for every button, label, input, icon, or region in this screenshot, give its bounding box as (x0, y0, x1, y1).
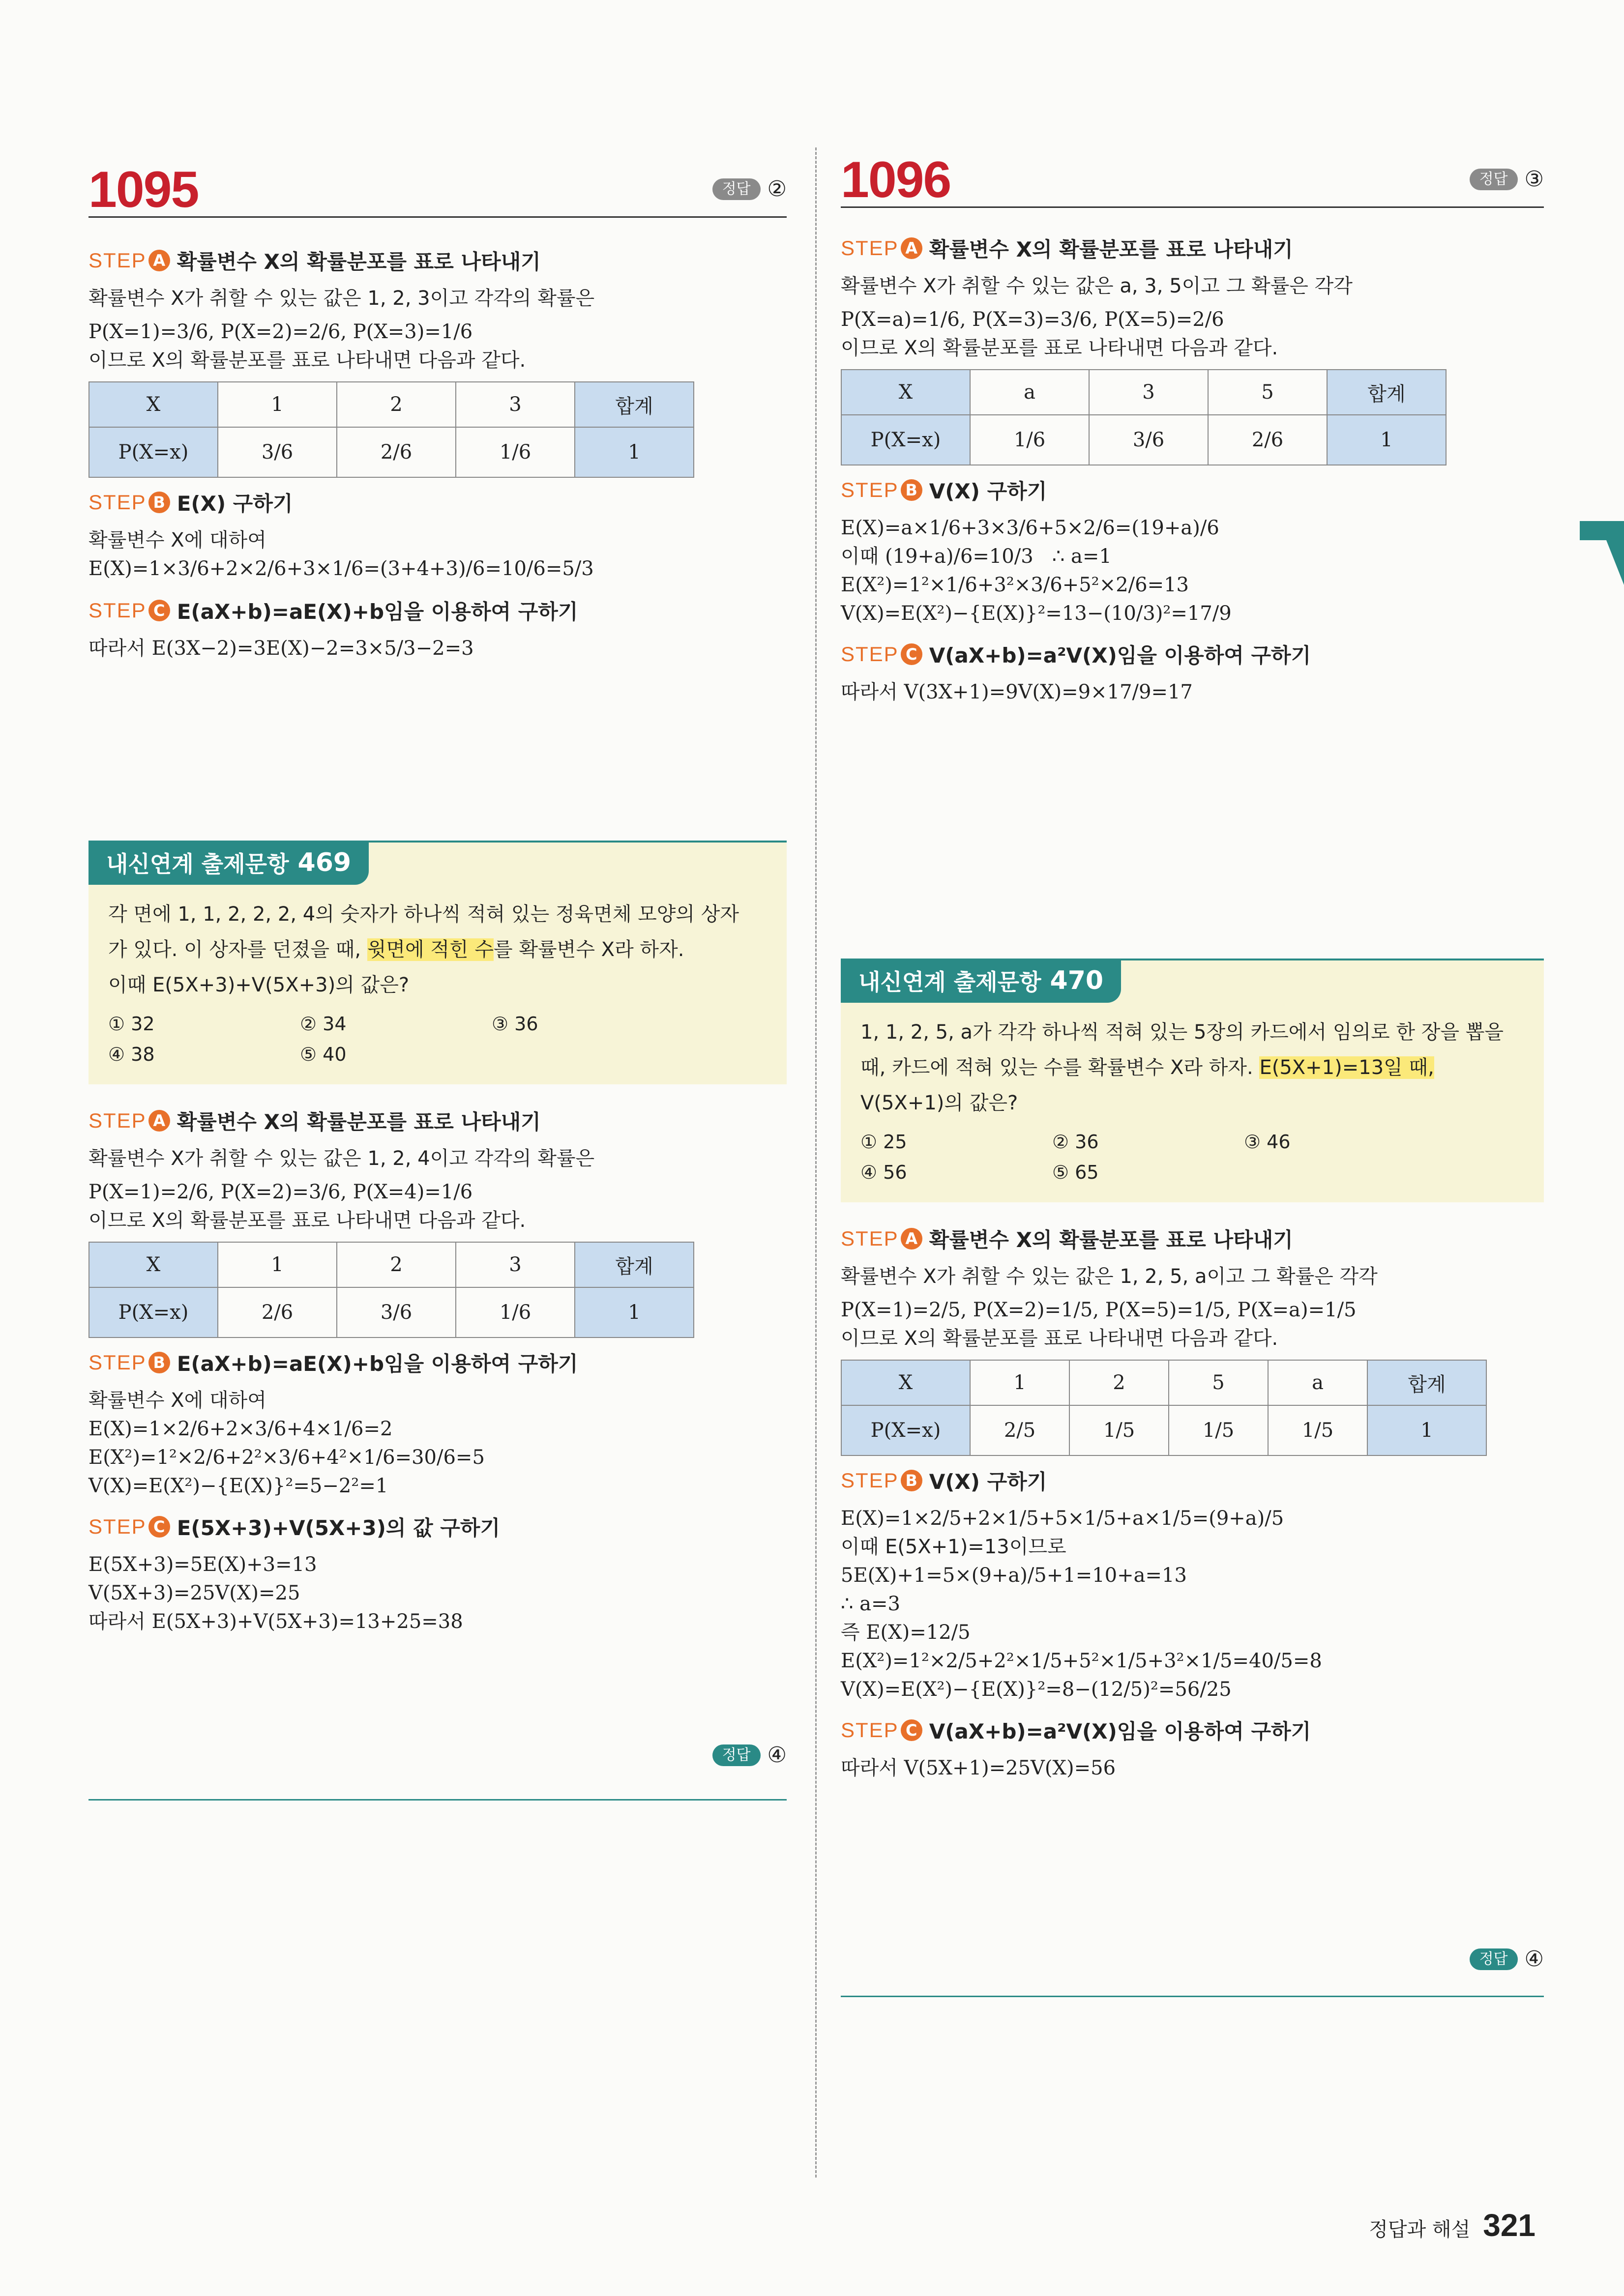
linked-problem-469 (89, 841, 787, 1084)
solution-line: 따라서 V(3X+1)=9V(X)=9×17/9=17 (841, 681, 1193, 703)
solution-line: 이때 (19+a)/6=10/3 ∴ a=1 (841, 545, 1112, 568)
option: ③ 46 (1244, 1131, 1291, 1153)
step-b-heading: STEP B V(X) 구하기 (841, 1469, 1047, 1494)
question-line: 이때 E(5X+3)+V(5X+3)의 값은? (108, 974, 410, 996)
solution-line: E(X²)=1²×2/6+2²×3/6+4²×1/6=30/6=5 (89, 1446, 485, 1469)
problem-470-solution (841, 1224, 1544, 1782)
solution-line: V(X)=E(X²)−{E(X)}²=8−(12/5)²=56/25 (841, 1678, 1232, 1701)
problem-1095-solution (89, 246, 787, 663)
answer-options (108, 1009, 772, 1070)
solution-line: 확률변수 X에 대하여 (89, 1389, 266, 1412)
solution-line: P(X=1)=2/5, P(X=2)=1/5, P(X=5)=1/5, P(X=a)=1/5 (841, 1299, 1357, 1321)
step-a-heading: STEP A 확률변수 X의 확률분포를 표로 나타내기 (89, 249, 541, 274)
solution-line: P(X=a)=1/6, P(X=3)=3/6, P(X=5)=2/6 (841, 308, 1224, 331)
answer-badge: 정답 ④ (1470, 1947, 1544, 1972)
problem-1095-header (89, 157, 787, 218)
answer-options (860, 1127, 1529, 1188)
step-a-heading: STEP A 확률변수 X의 확률분포를 표로 나타내기 (841, 236, 1293, 262)
distribution-table: X 1 2 5 a 합계 P(X=x) 2/5 1/5 1/5 1/5 1 (841, 1360, 1487, 1456)
solution-line: 즉 E(X)=12/5 (841, 1621, 971, 1644)
option: ④ 38 (108, 1044, 155, 1065)
solution-line: P(X=1)=2/6, P(X=2)=3/6, P(X=4)=1/6 (89, 1181, 473, 1203)
question-line: 1, 1, 2, 5, a가 각각 하나씩 적혀 있는 5장의 카드에서 임의로 한 장을 뽑을 (860, 1021, 1504, 1044)
solution-line: 이므로 X의 확률분포를 표로 나타내면 다음과 같다. (841, 337, 1278, 359)
solution-line: V(5X+3)=25V(X)=25 (89, 1582, 300, 1604)
solution-line: 따라서 V(5X+1)=25V(X)=56 (841, 1757, 1116, 1779)
distribution-table: X 1 2 3 합계 P(X=x) 3/6 2/6 1/6 1 (89, 381, 694, 478)
solution-line: E(5X+3)=5E(X)+3=13 (89, 1553, 317, 1576)
solution-line: ∴ a=3 (841, 1593, 900, 1615)
solution-line: 이므로 X의 확률분포를 표로 나타내면 다음과 같다. (841, 1327, 1278, 1350)
solution-line: P(X=1)=3/6, P(X=2)=2/6, P(X=3)=1/6 (89, 320, 473, 343)
question-line: 때, 카드에 적혀 있는 수를 확률변수 X라 하자. E(5X+1)=13일 때, (860, 1056, 1434, 1079)
answer-value: ③ (1524, 167, 1544, 192)
solution-line: 이므로 X의 확률분포를 표로 나타내면 다음과 같다. (89, 349, 526, 372)
solution-line: 확률변수 X가 취할 수 있는 값은 a, 3, 5이고 그 확률은 각각 (841, 275, 1353, 297)
question-line: 각 면에 1, 1, 2, 2, 2, 4의 숫자가 하나씩 적혀 있는 정육면체 모양의 상자 (108, 903, 739, 926)
solution-line: 따라서 E(3X−2)=3E(X)−2=3×5/3−2=3 (89, 637, 474, 660)
solution-line: V(X)=E(X²)−{E(X)}²=13−(10/3)²=17/9 (841, 602, 1232, 625)
distribution-table: X a 3 5 합계 P(X=x) 1/6 3/6 2/6 1 (841, 369, 1447, 465)
step-c-heading: STEP C V(aX+b)=a²V(X)임을 이용하여 구하기 (841, 642, 1311, 668)
problem-1096-solution (841, 233, 1544, 706)
solution-line: E(X)=1×2/5+2×1/5+5×1/5+a×1/5=(9+a)/5 (841, 1507, 1284, 1530)
answer-label: 정답 (712, 178, 761, 200)
option: ① 25 (860, 1131, 907, 1153)
step-b-heading: STEP B E(X) 구하기 (89, 491, 293, 516)
answer-label: 정답 (1470, 169, 1518, 190)
solution-line: 확률변수 X에 대하여 (89, 529, 266, 552)
footer-label: 정답과 해설 (1369, 2218, 1471, 2241)
option: ③ 36 (492, 1013, 538, 1035)
option: ④ 56 (860, 1162, 907, 1183)
step-c-heading: STEP C E(aX+b)=aE(X)+b임을 이용하여 구하기 (89, 599, 578, 624)
answer-badge (712, 176, 787, 202)
section-end-rule (841, 1996, 1544, 1997)
page-footer (1369, 2207, 1535, 2243)
problem-number: 1095 (89, 161, 199, 218)
option: ② 34 (300, 1013, 347, 1035)
solution-line: 확률변수 X가 취할 수 있는 값은 1, 2, 5, a이고 그 확률은 각각 (841, 1265, 1378, 1288)
column-divider (815, 147, 817, 2178)
linked-problem-tag: 내신연계 출제문항 469 (89, 841, 369, 885)
solution-line: E(X²)=1²×1/6+3²×3/6+5²×2/6=13 (841, 574, 1189, 596)
solution-line: V(X)=E(X²)−{E(X)}²=5−2²=1 (89, 1475, 388, 1497)
answer-badge: 정답 ④ (712, 1743, 787, 1768)
step-b-heading: STEP B V(X) 구하기 (841, 478, 1047, 503)
solution-line: E(X)=a×1/6+3×3/6+5×2/6=(19+a)/6 (841, 517, 1219, 539)
problem-1096-header (841, 147, 1544, 208)
chapter-tab-marker (1580, 521, 1624, 585)
problem-469-solution (89, 1106, 787, 1636)
solution-line: 따라서 E(5X+3)+V(5X+3)=13+25=38 (89, 1610, 463, 1633)
linked-problem-tag: 내신연계 출제문항 470 (841, 959, 1121, 1003)
section-end-rule (89, 1799, 787, 1801)
solution-line: 이므로 X의 확률분포를 표로 나타내면 다음과 같다. (89, 1209, 526, 1232)
step-b-heading: STEP B E(aX+b)=aE(X)+b임을 이용하여 구하기 (89, 1351, 578, 1376)
option: ⑤ 65 (1052, 1162, 1099, 1183)
step-a-heading: STEP A 확률변수 X의 확률분포를 표로 나타내기 (841, 1227, 1293, 1252)
question-line: 가 있다. 이 상자를 던졌을 때, 윗면에 적힌 수를 확률변수 X라 하자. (108, 938, 684, 961)
page-number: 321 (1483, 2208, 1535, 2243)
solution-line: E(X²)=1²×2/5+2²×1/5+5²×1/5+3²×1/5=40/5=8 (841, 1650, 1322, 1672)
problem-number: 1096 (841, 151, 951, 208)
solution-line: E(X)=1×2/6+2×3/6+4×1/6=2 (89, 1418, 393, 1440)
highlight: 윗면에 적힌 수 (367, 938, 494, 961)
solution-line: 확률변수 X가 취할 수 있는 값은 1, 2, 4이고 각각의 확률은 (89, 1147, 595, 1170)
solution-line: 5E(X)+1=5×(9+a)/5+1=10+a=13 (841, 1564, 1187, 1587)
option: ① 32 (108, 1013, 155, 1035)
step-a-heading: STEP A 확률변수 X의 확률분포를 표로 나타내기 (89, 1109, 541, 1134)
question-line: V(5X+1)의 값은? (860, 1092, 1018, 1114)
step-c-heading: STEP C V(aX+b)=a²V(X)임을 이용하여 구하기 (841, 1718, 1311, 1744)
answer-value: ② (767, 176, 787, 202)
solution-line: 확률변수 X가 취할 수 있는 값은 1, 2, 3이고 각각의 확률은 (89, 287, 595, 310)
option: ⑤ 40 (300, 1044, 347, 1065)
linked-problem-470 (841, 959, 1544, 1202)
solution-line: E(X)=1×3/6+2×2/6+3×1/6=(3+4+3)/6=10/6=5/3 (89, 557, 594, 580)
distribution-table: X 1 2 3 합계 P(X=x) 2/6 3/6 1/6 1 (89, 1242, 694, 1338)
highlight: E(5X+1)=13일 때, (1259, 1056, 1434, 1079)
solution-line: 이때 E(5X+1)=13이므로 (841, 1536, 1066, 1558)
step-c-heading: STEP C E(5X+3)+V(5X+3)의 값 구하기 (89, 1515, 501, 1540)
option: ② 36 (1052, 1131, 1099, 1153)
answer-badge (1470, 167, 1544, 192)
